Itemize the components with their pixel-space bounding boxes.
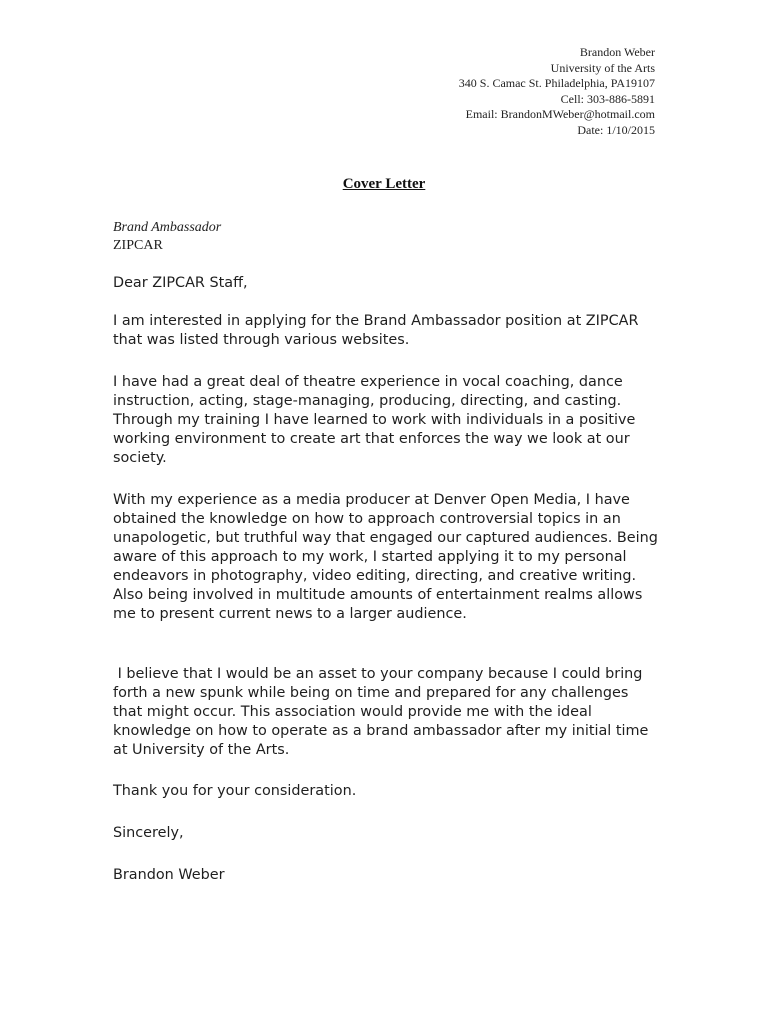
letter-thanks: Thank you for your consideration. [113,783,357,799]
letter-paragraph-1: I am interested in applying for the Brand Ambassador position at ZIPCAR that was listed through various websites. [113,313,639,348]
addressee-block [113,219,221,255]
sender-school: University of the Arts [550,60,655,75]
sender-address: 340 S. Camac St. Philadelphia, PA19107 [458,76,655,91]
sender-name: Brandon Weber [579,45,655,59]
letter-greeting: Dear ZIPCAR Staff, [113,275,248,291]
sender-contact-block [459,45,655,139]
sender-cell: Cell: 303-886-5891 [560,91,655,106]
letter-signature: Brandon Weber [113,867,225,883]
letter-paragraph-2: I have had a great deal of theatre experience in vocal coaching, dance instruction, acting, stage-managing, producing, directing, and casting. Through my training I have learned to work with individuals in a positive working environment to create art that enforces the way we look at our society. [113,374,636,466]
addressee-company: ZIPCAR [113,238,163,253]
page-title: Cover Letter [342,176,426,192]
letter-paragraph-4: I believe that I would be an asset to your company because I could bring forth a new spunk while being on time and prepared for any challenges that might occur. This association would provide me with the ideal knowledge on how to operate as a brand ambassador after my initial time at University of the Arts. [113,666,653,758]
sender-email: Email: BrandonMWeber@hotmail.com [465,107,655,122]
addressee-position: Brand Ambassador [113,220,222,235]
letter-closing: Sincerely, [113,825,184,841]
letter-paragraph-3: With my experience as a media producer at Denver Open Media, I have obtained the knowledge on how to approach controversial topics in an unapologetic, but truthful way that engaged our captured audiences. Being aware of this approach to my work, I started applying it to my personal endeavors in photography, video editing, directing, and creative writing. Also being involved in multitude amounts of entertainment realms allows me to present current news to a larger audience. [113,492,658,622]
letter-date: Date: 1/10/2015 [577,122,655,137]
